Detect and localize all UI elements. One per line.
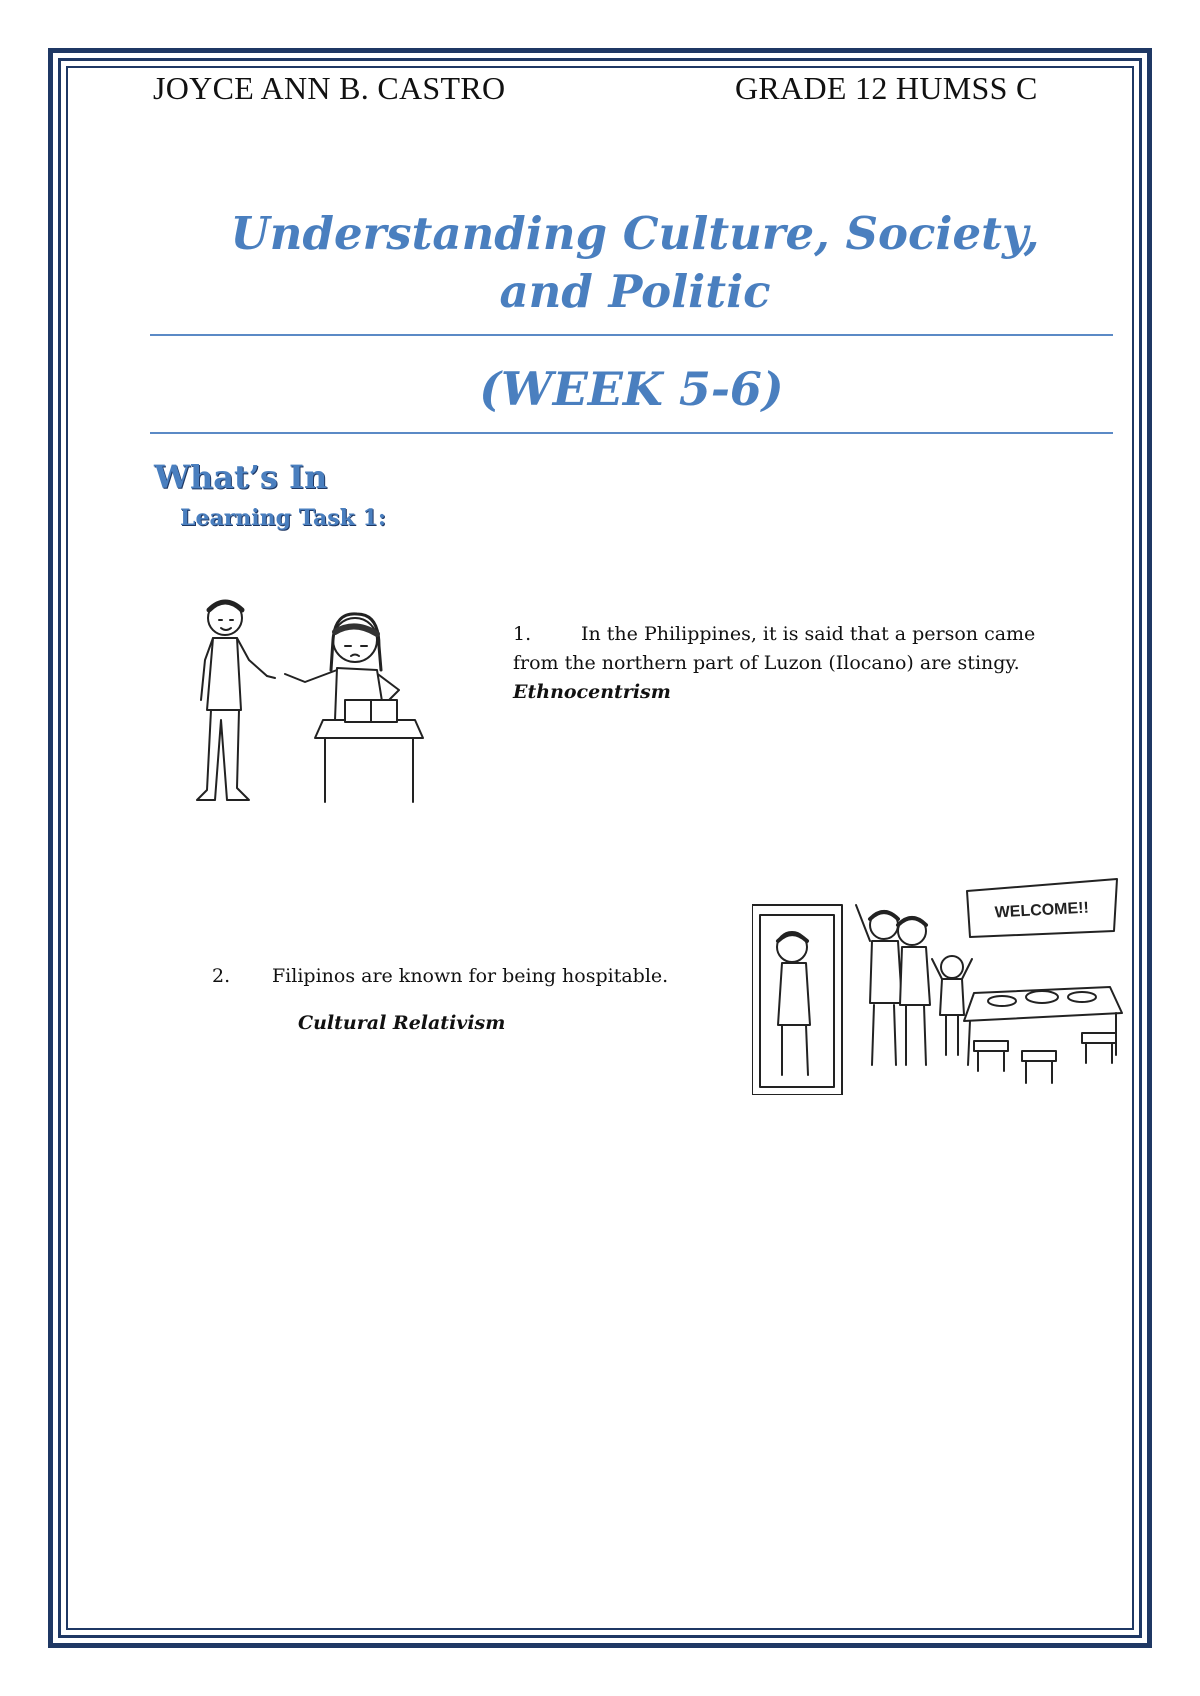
item-2-text: Filipinos are known for being hospitable. bbox=[272, 965, 669, 987]
section-heading: What’s In bbox=[154, 458, 328, 496]
item-2-answer: Cultural Relativism bbox=[298, 1012, 506, 1034]
item-1-text-line-1: In the Philippines, it is said that a person came bbox=[581, 623, 1036, 645]
hospitality-illustration bbox=[752, 875, 1132, 1095]
grade-section: GRADE 12 HUMSS C bbox=[735, 70, 1038, 106]
divider-top bbox=[150, 334, 1113, 336]
student-name: JOYCE ANN B. CASTRO bbox=[153, 70, 506, 106]
item-1-number: 1. bbox=[513, 623, 532, 645]
welcome-banner-text: WELCOME!! bbox=[994, 899, 1090, 922]
divider-bottom bbox=[150, 432, 1113, 434]
page-title bbox=[150, 205, 1120, 321]
item-2-number: 2. bbox=[212, 965, 231, 987]
item-1-answer: Ethnocentrism bbox=[513, 681, 671, 703]
question-item-1 bbox=[513, 620, 1103, 707]
ethnocentrism-illustration bbox=[185, 590, 485, 810]
question-item-2 bbox=[212, 962, 752, 991]
week-label: (WEEK 5-6) bbox=[479, 362, 784, 416]
item-1-text-line-2: from the northern part of Luzon (Ilocano) are stingy. bbox=[513, 652, 1020, 674]
task-heading: Learning Task 1: bbox=[180, 505, 386, 531]
title-line-1: Understanding Culture, Society, bbox=[230, 207, 1040, 260]
title-line-2: and Politic bbox=[499, 265, 771, 318]
